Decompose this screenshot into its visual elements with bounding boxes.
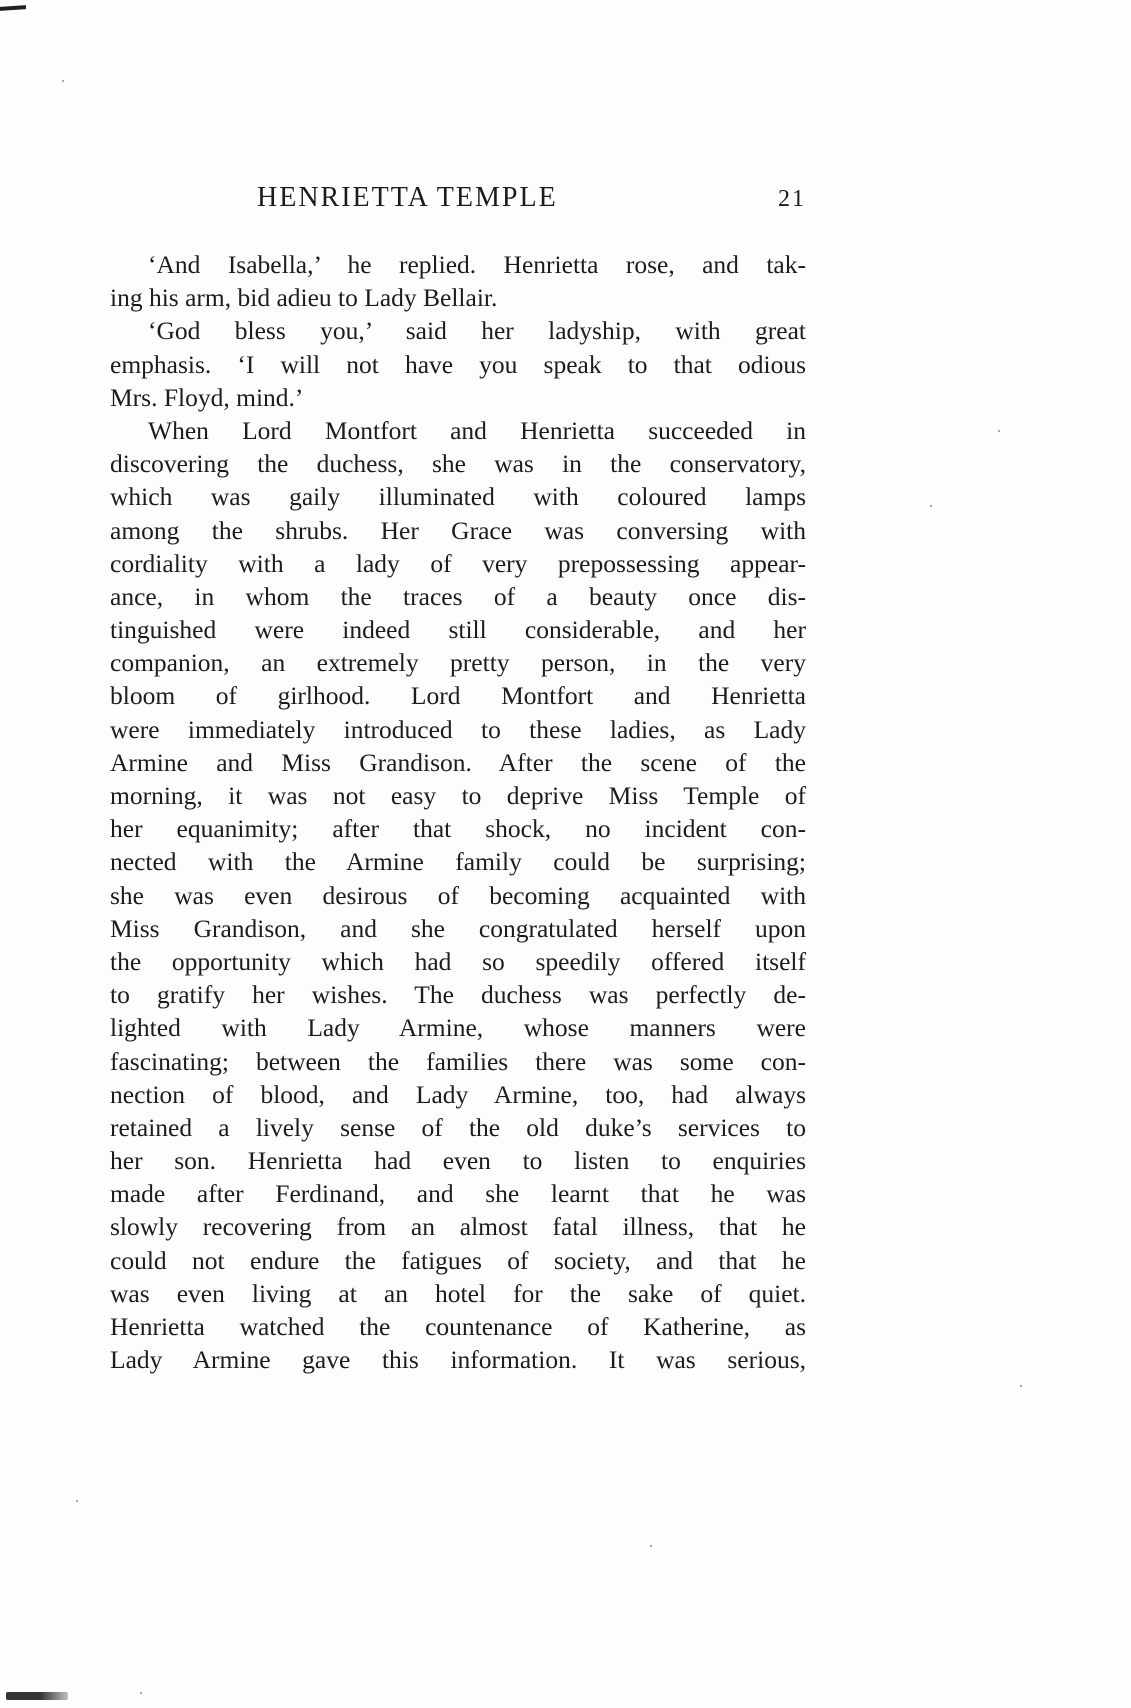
- text-line: nected with the Armine family could be surprising;: [110, 847, 806, 877]
- text-line: emphasis. ‘I will not have you speak to that odious: [110, 349, 806, 379]
- text-line: lighted with Lady Armine, whose manners were: [110, 1013, 806, 1043]
- text-line: companion, an extremely pretty person, in the very: [110, 648, 806, 678]
- text-line: When Lord Montfort and Henrietta succeeded in: [148, 415, 806, 445]
- text-line: made after Ferdinand, and she learnt that he was: [110, 1179, 806, 1209]
- text-line: could not endure the fatigues of society, and that he: [110, 1245, 806, 1275]
- text-line: Henrietta watched the countenance of Katherine, as: [110, 1312, 806, 1341]
- text-line: discovering the duchess, she was in the conservatory,: [110, 449, 806, 479]
- text-line: was even living at an hotel for the sake of quiet.: [110, 1278, 806, 1308]
- text-line: morning, it was not easy to deprive Miss Temple of: [110, 781, 806, 810]
- running-title: HENRIETTA TEMPLE: [257, 182, 558, 213]
- text-line: to gratify her wishes. The duchess was perfectly de-: [110, 980, 806, 1010]
- text-line: the opportunity which had so speedily offered itself: [110, 946, 806, 976]
- scan-edge-mark: [6, 1692, 68, 1700]
- text-line: cordiality with a lady of very prepossessing appear-: [110, 548, 806, 578]
- text-line: fascinating; between the families there was some con-: [110, 1046, 806, 1076]
- text-line: ‘God bless you,’ said her ladyship, with great: [148, 316, 806, 346]
- text-line: her son. Henrietta had even to listen to enquiries: [110, 1146, 806, 1176]
- scan-edge-mark: [0, 5, 26, 11]
- text-line: ‘And Isabella,’ he replied. Henrietta rose, and tak-: [148, 250, 806, 279]
- body-text: [110, 248, 806, 1376]
- text-line: nection of blood, and Lady Armine, too, had always: [110, 1079, 806, 1109]
- scan-speck: [998, 430, 1000, 432]
- text-line: bloom of girlhood. Lord Montfort and Henrietta: [110, 681, 806, 711]
- text-line: Lady Armine gave this information. It was serious,: [110, 1345, 806, 1375]
- text-line: ance, in whom the traces of a beauty once dis-: [110, 581, 806, 611]
- text-line: Armine and Miss Grandison. After the scene of the: [110, 747, 806, 777]
- text-line: Miss Grandison, and she congratulated herself upon: [110, 913, 806, 943]
- page-header: [110, 182, 806, 222]
- scan-speck: [1020, 1385, 1022, 1387]
- text-line: ing his arm, bid adieu to Lady Bellair.: [110, 283, 498, 313]
- scan-speck: [930, 505, 932, 507]
- scan-speck: [76, 1500, 78, 1502]
- text-line: slowly recovering from an almost fatal illness, that he: [110, 1212, 806, 1242]
- text-line: among the shrubs. Her Grace was conversing with: [110, 515, 806, 545]
- scan-speck: [62, 80, 64, 82]
- text-line: her equanimity; after that shock, no incident con-: [110, 814, 806, 844]
- text-line: were immediately introduced to these ladies, as Lady: [110, 714, 806, 744]
- text-line: Mrs. Floyd, mind.’: [110, 382, 304, 412]
- text-line: retained a lively sense of the old duke’s services to: [110, 1112, 806, 1142]
- text-line: she was even desirous of becoming acquainted with: [110, 880, 806, 910]
- scan-speck: [140, 1692, 142, 1694]
- scan-speck: [650, 1545, 652, 1547]
- page-number: 21: [778, 186, 806, 212]
- text-line: which was gaily illuminated with coloured lamps: [110, 482, 806, 512]
- text-line: tinguished were indeed still considerable, and her: [110, 615, 806, 645]
